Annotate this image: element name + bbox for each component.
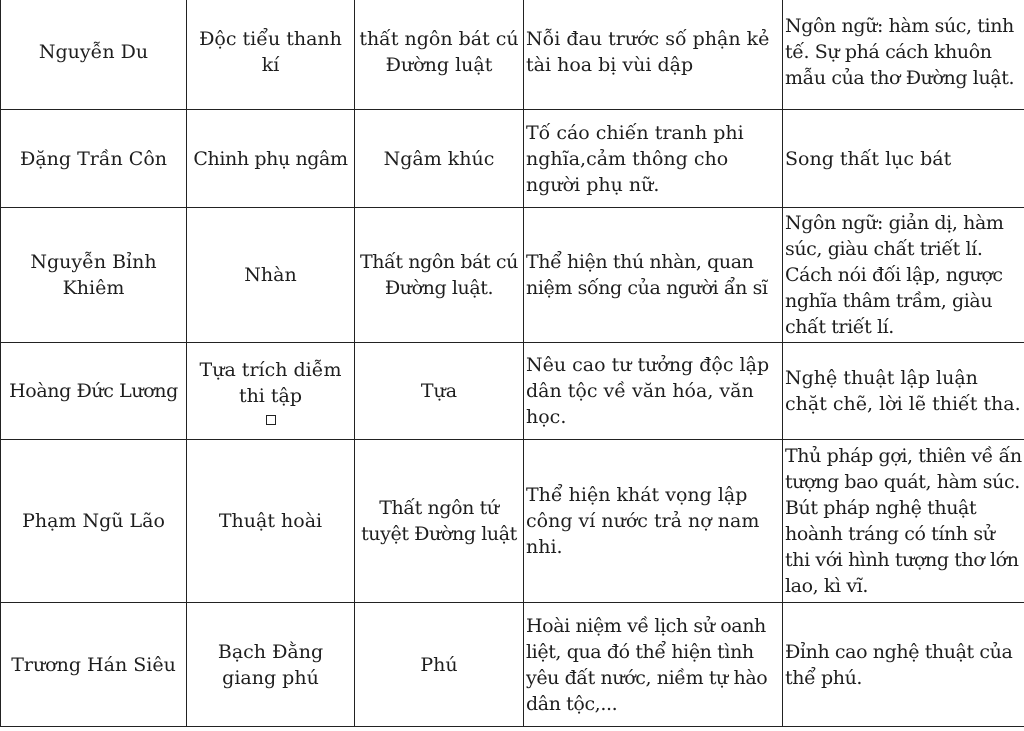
table-row — [1, 603, 1024, 727]
genre-cell: Ngâm khúc — [355, 110, 524, 208]
genre-cell: Tựa — [355, 343, 524, 440]
art-cell: Ngôn ngữ: hàm súc, tinh tế. Sự phá cách khuôn mẫu của thơ Đường luật. — [783, 0, 1024, 110]
genre-cell: thất ngôn bát cú Đường luật — [355, 0, 524, 110]
art-cell: Đỉnh cao nghệ thuật của thể phú. — [783, 603, 1024, 727]
work-cell: Thuật hoài — [187, 440, 355, 603]
content-cell: Tố cáo chiến tranh phi nghĩa,cảm thông cho người phụ nữ. — [524, 110, 783, 208]
work-cell: Độc tiểu thanh kí — [187, 0, 355, 110]
genre-cell: Thất ngôn tứ tuyệt Đường luật — [355, 440, 524, 603]
content-cell: Nỗi đau trước số phận kẻ tài hoa bị vùi dập — [524, 0, 783, 110]
work-cell — [187, 343, 355, 440]
table-row — [1, 440, 1024, 603]
table-row — [1, 110, 1024, 208]
work-cell: Bạch Đằng giang phú — [187, 603, 355, 727]
genre-cell: Thất ngôn bát cú Đường luật. — [355, 208, 524, 343]
author-cell: Nguyễn Du — [1, 0, 187, 110]
author-cell: Phạm Ngũ Lão — [1, 440, 187, 603]
square-marker-icon — [266, 415, 276, 425]
table-row — [1, 0, 1024, 110]
table-row — [1, 343, 1024, 440]
work-text: Tựa trích diễm thi tập — [199, 359, 342, 407]
content-cell: Thể hiện thú nhàn, quan niệm sống của người ẩn sĩ — [524, 208, 783, 343]
author-cell: Đặng Trần Côn — [1, 110, 187, 208]
art-cell: Nghệ thuật lập luận chặt chẽ, lời lẽ thiết tha. — [783, 343, 1024, 440]
content-cell: Hoài niệm về lịch sử oanh liệt, qua đó thể hiện tình yêu đất nước, niềm tự hào dân tộc,... — [524, 603, 783, 727]
genre-cell: Phú — [355, 603, 524, 727]
author-cell: Nguyễn Bỉnh Khiêm — [1, 208, 187, 343]
art-cell: Song thất lục bát — [783, 110, 1024, 208]
work-cell: Nhàn — [187, 208, 355, 343]
art-cell: Thủ pháp gợi, thiên về ấn tượng bao quát, hàm súc. Bút pháp nghệ thuật hoành tráng có tính sử thi với hình tượng thơ lớn lao, kì vĩ. — [783, 440, 1024, 603]
author-cell: Trương Hán Siêu — [1, 603, 187, 727]
work-cell: Chinh phụ ngâm — [187, 110, 355, 208]
table-row — [1, 208, 1024, 343]
art-cell: Ngôn ngữ: giản dị, hàm súc, giàu chất triết lí. Cách nói đối lập, ngược nghĩa thâm trầm, giàu chất triết lí. — [783, 208, 1024, 343]
content-cell: Thể hiện khát vọng lập công ví nước trả nợ nam nhi. — [524, 440, 783, 603]
author-cell: Hoàng Đức Lương — [1, 343, 187, 440]
content-cell: Nêu cao tư tưởng độc lập dân tộc về văn hóa, văn học. — [524, 343, 783, 440]
